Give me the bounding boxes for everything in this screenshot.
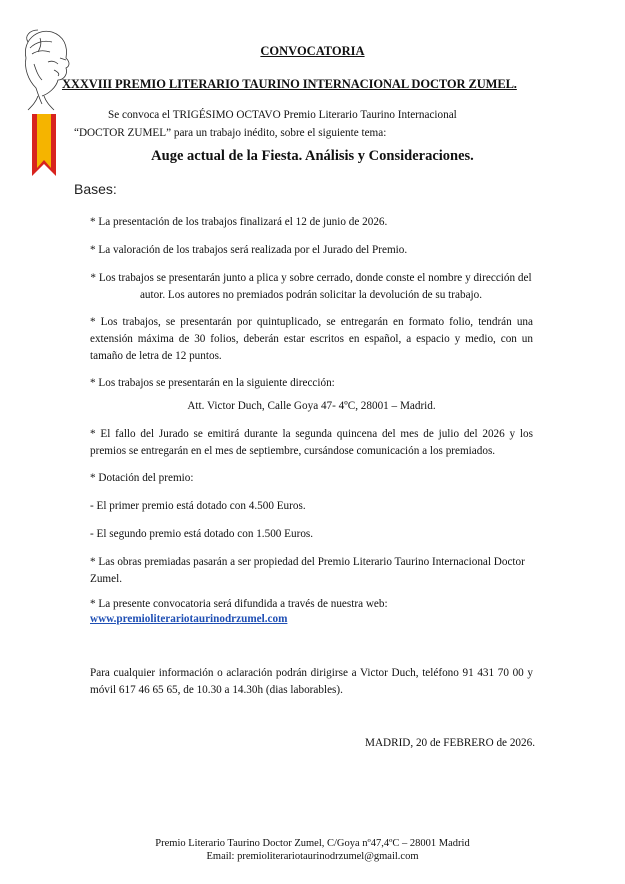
base-item: * Los trabajos se presentarán en la siguiente dirección: <box>90 377 335 389</box>
intro-paragraph <box>74 106 464 142</box>
contact-paragraph: Para cualquier información o aclaración podrán dirigirse a Victor Duch, teléfono 91 431 70 00 y móvil 617 46 65 65, de 10.30 a 14.30h (dias laborables). <box>90 667 533 696</box>
prize-second: - El segundo premio está dotado con 1.500 Euros. <box>90 528 314 540</box>
base-item: * La valoración de los trabajos será realizada por el Jurado del Premio. <box>90 244 408 256</box>
document-title: CONVOCATORIA <box>260 44 365 58</box>
base-item: * Los trabajos, se presentarán por quintuplicado, se entregarán en formato folio, tendrán una extensión máxima de 30 folios, deberán estar escritos en español, a espacio y medio, con un tamaño de letra de 12 puntos. <box>90 316 533 362</box>
base-item: * Los trabajos se presentarán junto a plica y sobre cerrado, donde conste el nombre y dirección del autor. Los autores no premiados podrán solicitar la devolución de su trabajo. <box>90 272 532 301</box>
base-item: * La presente convocatoria será difundida a través de nuestra web: <box>90 598 388 610</box>
base-item: * Dotación del premio: <box>90 472 194 484</box>
intro-text: Se convoca el TRIGÉSIMO OCTAVO Premio Literario Taurino Internacional “DOCTOR ZUMEL” para un trabajo inédito, sobre el siguiente tema: <box>74 109 457 139</box>
delivery-address: Att. Victor Duch, Calle Goya 47- 4ºC, 28001 – Madrid. <box>187 400 436 412</box>
prize-first: - El primer premio está dotado con 4.500 Euros. <box>90 500 306 512</box>
base-item: * La presentación de los trabajos finalizará el 12 de junio de 2026. <box>90 216 388 228</box>
base-item: * El fallo del Jurado se emitirá durante la segunda quincena del mes de julio del 2026 y los premios se entregarán en el mes de septiembre, cursándose comunicación a los premiados. <box>90 428 533 457</box>
document-subtitle: XXXVIII PREMIO LITERARIO TAURINO INTERNACIONAL DOCTOR ZUMEL. <box>62 77 517 91</box>
footer-email: Email: premioliterariotaurinodrzumel@gmail.com <box>206 851 419 862</box>
bases-heading: Bases: <box>74 181 117 197</box>
date-line: MADRID, 20 de FEBRERO de 2026. <box>365 737 535 749</box>
website-link[interactable]: www.premioliterariotaurinodrzumel.com <box>90 613 288 625</box>
footer <box>0 837 625 863</box>
base-item: * Las obras premiadas pasarán a ser propiedad del Premio Literario Taurino Internacional Doctor Zumel. <box>90 556 525 585</box>
footer-address: Premio Literario Taurino Doctor Zumel, C/Goya nº47,4ºC – 28001 Madrid <box>155 838 470 849</box>
theme-heading: Auge actual de la Fiesta. Análisis y Consideraciones. <box>151 148 474 164</box>
